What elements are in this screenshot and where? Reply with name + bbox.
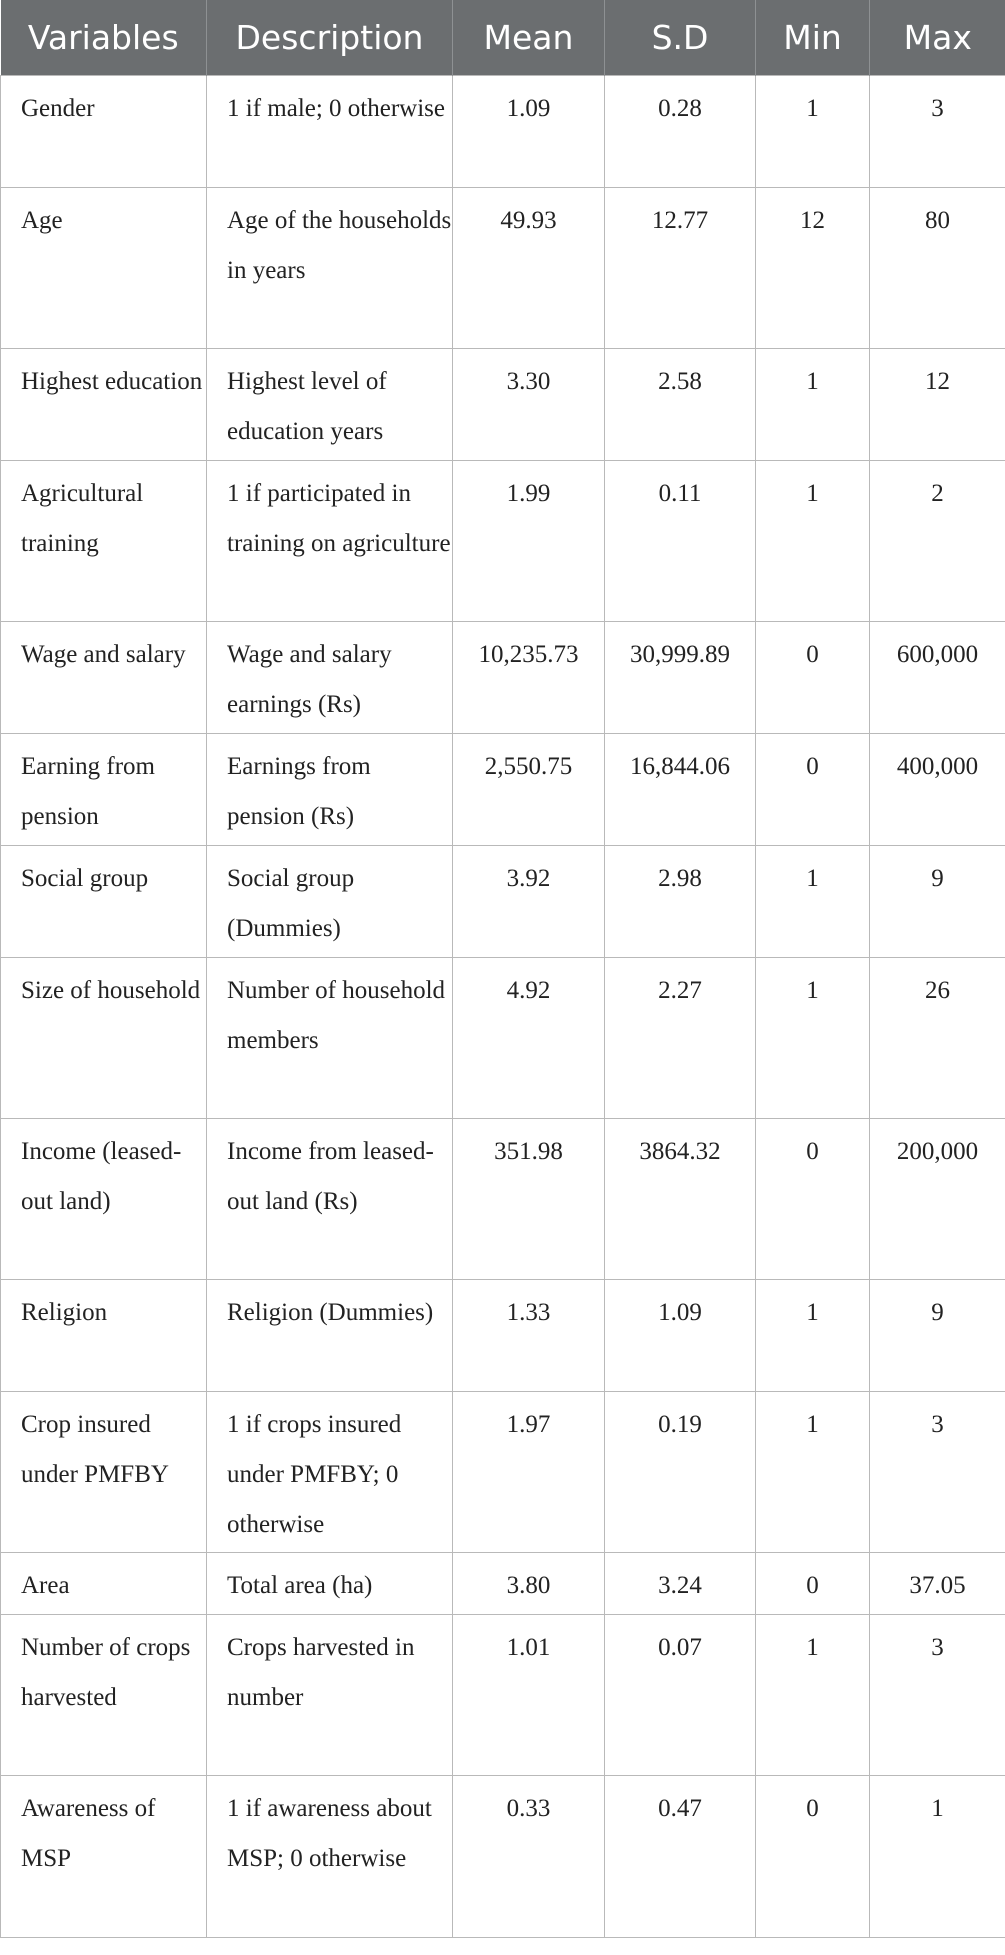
column-header-mean: Mean (453, 0, 605, 75)
sd-cell: 3.24 (605, 1552, 756, 1614)
sd-cell: 0.11 (605, 460, 756, 621)
max-cell: 3 (870, 1391, 1005, 1552)
table-body (1, 75, 1005, 1937)
sd-cell: 1.09 (605, 1279, 756, 1391)
min-cell: 0 (756, 1775, 870, 1937)
table-row (1, 75, 1005, 187)
variable-cell: Area (1, 1552, 207, 1614)
mean-cell: 4.92 (453, 957, 605, 1118)
min-cell: 1 (756, 460, 870, 621)
variable-cell: Number of crops harvested (1, 1614, 207, 1775)
max-cell: 1 (870, 1775, 1005, 1937)
variable-cell: Highest education (1, 348, 207, 460)
table-row (1, 1279, 1005, 1391)
mean-cell: 1.99 (453, 460, 605, 621)
variable-cell: Size of household (1, 957, 207, 1118)
variable-cell: Age (1, 187, 207, 348)
table-row (1, 733, 1005, 845)
max-cell: 37.05 (870, 1552, 1005, 1614)
min-cell: 1 (756, 1279, 870, 1391)
min-cell: 0 (756, 621, 870, 733)
min-cell: 1 (756, 957, 870, 1118)
variable-cell: Religion (1, 1279, 207, 1391)
description-cell: 1 if male; 0 otherwise (207, 75, 453, 187)
mean-cell: 1.09 (453, 75, 605, 187)
column-header-max: Max (870, 0, 1005, 75)
min-cell: 1 (756, 1614, 870, 1775)
mean-cell: 0.33 (453, 1775, 605, 1937)
table-row (1, 187, 1005, 348)
mean-cell: 2,550.75 (453, 733, 605, 845)
mean-cell: 10,235.73 (453, 621, 605, 733)
min-cell: 12 (756, 187, 870, 348)
description-cell: Total area (ha) (207, 1552, 453, 1614)
variable-cell: Agricultural training (1, 460, 207, 621)
description-cell: Religion (Dummies) (207, 1279, 453, 1391)
min-cell: 1 (756, 1391, 870, 1552)
table-row (1, 1552, 1005, 1614)
column-header-description: Description (207, 0, 453, 75)
description-cell: 1 if participated in training on agriculture (207, 460, 453, 621)
mean-cell: 3.80 (453, 1552, 605, 1614)
variable-cell: Wage and salary (1, 621, 207, 733)
sd-cell: 0.28 (605, 75, 756, 187)
max-cell: 3 (870, 75, 1005, 187)
description-cell: Wage and salary earnings (Rs) (207, 621, 453, 733)
sd-cell: 0.19 (605, 1391, 756, 1552)
sd-cell: 0.47 (605, 1775, 756, 1937)
table-row (1, 1118, 1005, 1279)
table-header (1, 0, 1005, 75)
min-cell: 0 (756, 1118, 870, 1279)
description-cell: Earnings from pension (Rs) (207, 733, 453, 845)
description-cell: Crops harvested in number (207, 1614, 453, 1775)
description-cell: Highest level of education years (207, 348, 453, 460)
max-cell: 2 (870, 460, 1005, 621)
sd-cell: 2.27 (605, 957, 756, 1118)
max-cell: 600,000 (870, 621, 1005, 733)
max-cell: 3 (870, 1614, 1005, 1775)
min-cell: 1 (756, 348, 870, 460)
min-cell: 1 (756, 75, 870, 187)
max-cell: 400,000 (870, 733, 1005, 845)
max-cell: 80 (870, 187, 1005, 348)
variable-cell: Social group (1, 845, 207, 957)
column-header-sd: S.D (605, 0, 756, 75)
sd-cell: 3864.32 (605, 1118, 756, 1279)
column-header-min: Min (756, 0, 870, 75)
sd-cell: 2.98 (605, 845, 756, 957)
description-cell: Income from leased-out land (Rs) (207, 1118, 453, 1279)
table-row (1, 460, 1005, 621)
mean-cell: 1.33 (453, 1279, 605, 1391)
description-cell: Number of household members (207, 957, 453, 1118)
mean-cell: 351.98 (453, 1118, 605, 1279)
description-cell: Age of the households in years (207, 187, 453, 348)
mean-cell: 3.30 (453, 348, 605, 460)
min-cell: 1 (756, 845, 870, 957)
header-row (1, 0, 1005, 75)
variable-cell: Gender (1, 75, 207, 187)
table-row (1, 957, 1005, 1118)
max-cell: 9 (870, 845, 1005, 957)
variable-cell: Income (leased-out land) (1, 1118, 207, 1279)
column-header-variables: Variables (1, 0, 207, 75)
min-cell: 0 (756, 733, 870, 845)
sd-cell: 2.58 (605, 348, 756, 460)
variable-cell: Awareness of MSP (1, 1775, 207, 1937)
max-cell: 12 (870, 348, 1005, 460)
sd-cell: 16,844.06 (605, 733, 756, 845)
table-row (1, 845, 1005, 957)
max-cell: 200,000 (870, 1118, 1005, 1279)
mean-cell: 1.97 (453, 1391, 605, 1552)
description-cell: 1 if awareness about MSP; 0 otherwise (207, 1775, 453, 1937)
max-cell: 9 (870, 1279, 1005, 1391)
mean-cell: 1.01 (453, 1614, 605, 1775)
description-cell: 1 if crops insured under PMFBY; 0 otherwise (207, 1391, 453, 1552)
sd-cell: 30,999.89 (605, 621, 756, 733)
variable-cell: Crop insured under PMFBY (1, 1391, 207, 1552)
table-row (1, 1775, 1005, 1937)
variable-cell: Earning from pension (1, 733, 207, 845)
min-cell: 0 (756, 1552, 870, 1614)
max-cell: 26 (870, 957, 1005, 1118)
table-row (1, 1391, 1005, 1552)
table-row (1, 1614, 1005, 1775)
sd-cell: 12.77 (605, 187, 756, 348)
sd-cell: 0.07 (605, 1614, 756, 1775)
description-cell: Social group (Dummies) (207, 845, 453, 957)
table-row (1, 621, 1005, 733)
mean-cell: 49.93 (453, 187, 605, 348)
mean-cell: 3.92 (453, 845, 605, 957)
table-row (1, 348, 1005, 460)
